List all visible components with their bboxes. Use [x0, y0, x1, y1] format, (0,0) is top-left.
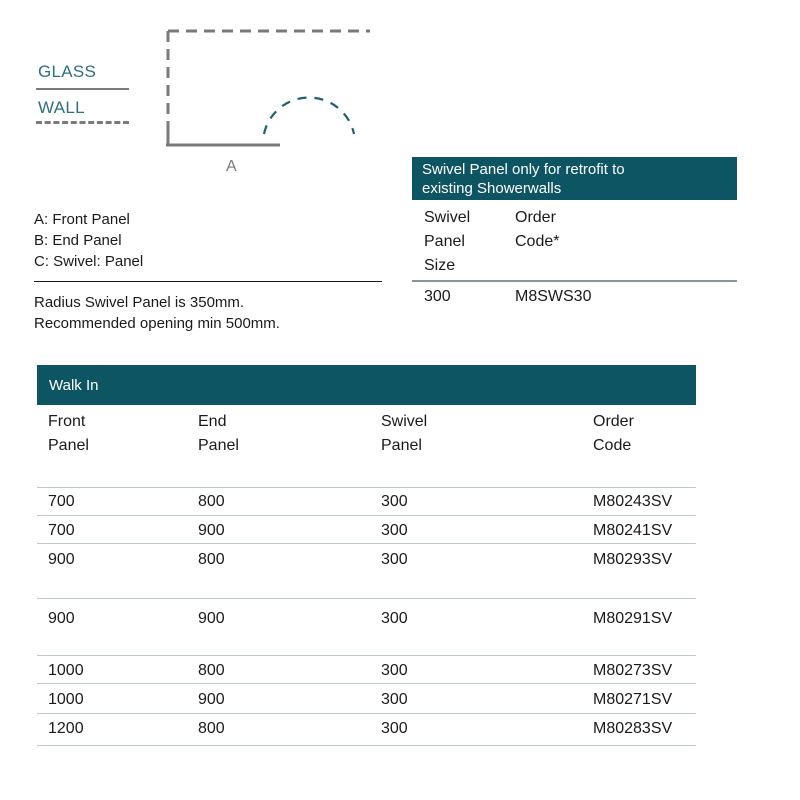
table-cell: 700 [48, 522, 75, 539]
table-cell: 900 [48, 610, 75, 627]
header-line: Panel [198, 437, 239, 454]
table-row-divider [37, 713, 696, 714]
key-divider [34, 281, 382, 282]
table-cell: 900 [198, 522, 225, 539]
swivel-col-code-header [515, 206, 559, 254]
table-cell: 800 [198, 720, 225, 737]
header-line: Code* [515, 233, 560, 250]
swivel-table-rule [412, 280, 737, 282]
table-row-divider [37, 655, 696, 656]
table-cell: M80243SV [593, 493, 673, 510]
table-row-divider [37, 515, 696, 516]
shower-layout-diagram [0, 0, 400, 160]
table-cell: M80291SV [593, 610, 673, 627]
table-cell: 300 [381, 551, 408, 568]
swivel-row-size: 300 [424, 288, 451, 305]
table-cell: 1200 [48, 720, 84, 737]
walkin-col-swivel-header [381, 410, 427, 458]
header-line: Panel [48, 437, 89, 454]
header-line: End [198, 413, 227, 430]
table-cell: 1000 [48, 662, 84, 679]
note-radius: Radius Swivel Panel is 350mm. [34, 294, 245, 311]
swivel-table-header [412, 157, 737, 200]
table-row-divider [37, 543, 696, 544]
table-row-divider [37, 683, 696, 684]
swivel-table-title-line2: existing Showerwalls [422, 180, 562, 197]
table-cell: 1000 [48, 691, 84, 708]
table-cell: 300 [381, 522, 408, 539]
header-line: Size [424, 257, 456, 274]
table-cell: 300 [381, 662, 408, 679]
walk-in-table-title: Walk In [49, 377, 99, 394]
note-opening: Recommended opening min 500mm. [34, 315, 280, 332]
table-cell: M80273SV [593, 662, 673, 679]
swivel-row-code: M8SWS30 [515, 288, 592, 305]
table-cell: M80293SV [593, 551, 673, 568]
walkin-col-code-header [593, 410, 634, 458]
swivel-col-size-header [424, 206, 470, 278]
walkin-col-front-header [48, 410, 89, 458]
table-cell: 800 [198, 493, 225, 510]
header-line: Swivel [424, 209, 471, 226]
key-swivel-panel: C: Swivel: Panel [34, 253, 144, 270]
swivel-table-title-line1: Swivel Panel only for retrofit to [422, 161, 625, 178]
table-cell: M80283SV [593, 720, 673, 737]
walkin-col-end-header [198, 410, 239, 458]
table-cell: 800 [198, 662, 225, 679]
table-cell: 300 [381, 720, 408, 737]
header-line: Panel [381, 437, 422, 454]
header-line: Order [593, 413, 634, 430]
swivel-arc [264, 98, 354, 134]
header-line: Order [515, 209, 556, 226]
header-line: Panel [424, 233, 465, 250]
header-line: Front [48, 413, 86, 430]
legend-glass-label: GLASS [38, 62, 97, 81]
table-cell: 300 [381, 691, 408, 708]
key-front-panel: A: Front Panel [34, 211, 130, 228]
table-row-divider [37, 598, 696, 599]
header-line: Swivel [381, 413, 428, 430]
table-cell: 900 [198, 691, 225, 708]
legend-wall-label: WALL [38, 98, 85, 117]
diagram-label-a: A [226, 158, 237, 175]
table-cell: 900 [198, 610, 225, 627]
table-row-divider [37, 487, 696, 488]
table-row-divider [37, 745, 696, 746]
header-line: Code [593, 437, 632, 454]
walk-in-table-header [37, 365, 696, 405]
table-cell: M80271SV [593, 691, 673, 708]
table-cell: 300 [381, 493, 408, 510]
table-cell: 700 [48, 493, 75, 510]
table-cell: 800 [198, 551, 225, 568]
table-cell: M80241SV [593, 522, 673, 539]
table-cell: 300 [381, 610, 408, 627]
table-cell: 900 [48, 551, 75, 568]
key-end-panel: B: End Panel [34, 232, 122, 249]
